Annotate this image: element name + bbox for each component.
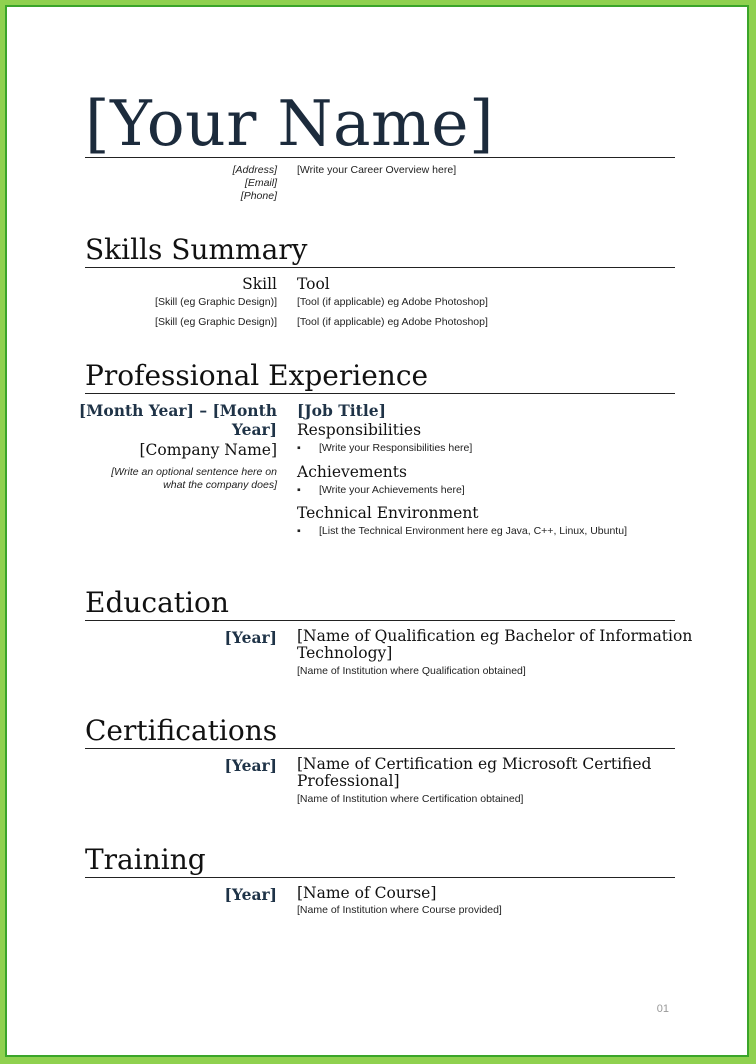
qualification-line1: [Name of Qualification eg Bachelor of Information	[297, 627, 693, 645]
training-institution: [Name of Institution where Course provided]	[297, 904, 502, 916]
email-label: [Email]	[244, 177, 277, 189]
training-year: [Year]	[224, 885, 277, 904]
job-title: [Job Title]	[297, 401, 386, 420]
responsibilities-text: [Write your Responsibilities here]	[319, 442, 473, 454]
company-name: [Company Name]	[139, 441, 277, 459]
course-name: [Name of Course]	[297, 884, 437, 902]
certification-name-line1: [Name of Certification eg Microsoft Certified	[297, 755, 652, 773]
certification-name-line2: Professional]	[297, 772, 400, 790]
education-institution: [Name of Institution where Qualification obtained]	[297, 665, 526, 677]
company-note-line1: [Write an optional sentence here on	[111, 466, 277, 478]
certifications-heading: Certifications	[85, 714, 278, 747]
candidate-name: [Your Name]	[85, 87, 495, 160]
training-heading: Training	[85, 843, 206, 876]
career-overview: [Write your Career Overview here]	[297, 164, 457, 176]
tech-environment-item	[297, 525, 627, 537]
skills-heading: Skills Summary	[85, 233, 308, 266]
company-note-line2: what the company does]	[163, 479, 277, 491]
bullet-marker: ▪	[297, 484, 301, 496]
education-rule	[85, 620, 675, 621]
resume-page	[5, 5, 749, 1057]
skills-rule	[85, 267, 675, 268]
achievements-text: [Write your Achievements here]	[319, 484, 465, 496]
skill-row-1: [Skill (eg Graphic Design)]	[155, 296, 277, 308]
skill-column-header: Skill	[242, 275, 277, 293]
tool-row-1: [Tool (if applicable) eg Adobe Photoshop]	[297, 296, 488, 308]
training-rule	[85, 877, 675, 878]
education-year: [Year]	[224, 628, 277, 647]
phone-label: [Phone]	[240, 190, 277, 202]
employment-dates-line1: [Month Year] – [Month	[78, 401, 277, 420]
responsibilities-item	[297, 442, 472, 454]
skill-row-2: [Skill (eg Graphic Design)]	[155, 316, 277, 328]
achievements-heading: Achievements	[297, 463, 407, 481]
tool-row-2: [Tool (if applicable) eg Adobe Photoshop]	[297, 316, 488, 328]
tech-environment-text: [List the Technical Environment here eg Java, C++, Linux, Ubuntu]	[319, 525, 627, 537]
responsibilities-heading: Responsibilities	[297, 421, 422, 439]
education-heading: Education	[85, 586, 229, 619]
bullet-marker: ▪	[297, 525, 301, 537]
tech-environment-heading: Technical Environment	[297, 504, 479, 522]
certification-institution: [Name of Institution where Certification obtained]	[297, 793, 524, 805]
employment-dates-line2: Year]	[231, 420, 277, 439]
page-number: 01	[656, 1003, 669, 1015]
qualification-line2: Technology]	[297, 644, 393, 662]
address-label: [Address]	[232, 164, 277, 176]
header-rule	[85, 157, 675, 158]
achievements-item	[297, 484, 465, 496]
experience-rule	[85, 393, 675, 394]
tool-column-header: Tool	[297, 275, 330, 293]
certification-year: [Year]	[224, 756, 277, 775]
experience-heading: Professional Experience	[85, 359, 429, 392]
certifications-rule	[85, 748, 675, 749]
bullet-marker: ▪	[297, 442, 301, 454]
